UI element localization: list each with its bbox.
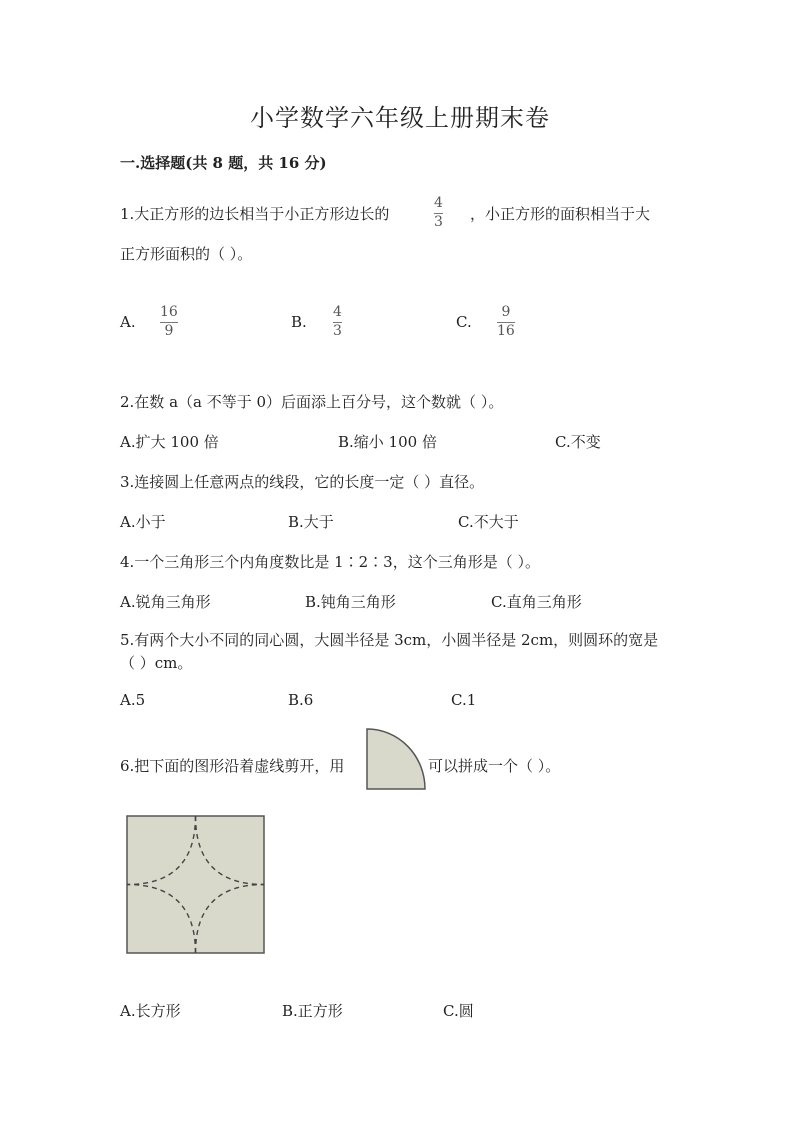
q1-option-a-num: 16 — [160, 304, 178, 320]
q1-fraction — [434, 196, 443, 230]
q3-option-c[interactable]: C.不大于 — [458, 513, 519, 531]
q3-option-a[interactable]: A.小于 — [120, 513, 166, 531]
page-title: 小学数学六年级上册期末卷 — [250, 104, 550, 132]
q1-option-a-den: 9 — [164, 323, 174, 339]
q1-option-b-letter[interactable]: B. — [291, 313, 307, 331]
q1-option-c-num: 9 — [501, 304, 511, 320]
q1-option-b-fraction[interactable] — [333, 305, 342, 339]
q5-line1: 5.有两个大小不同的同心圆，大圆半径是 3cm，小圆半径是 2cm，则圆环的宽是 — [120, 631, 659, 649]
q1-option-c-den: 16 — [497, 323, 515, 339]
q6-option-a[interactable]: A.长方形 — [120, 1002, 181, 1020]
q5-line2: （ ）cm。 — [120, 654, 193, 672]
q1-option-c-fraction[interactable] — [497, 305, 515, 339]
q2-option-b[interactable]: B.缩小 100 倍 — [338, 433, 437, 451]
q1-option-c-letter[interactable]: C. — [456, 313, 472, 331]
q3-option-b[interactable]: B.大于 — [288, 513, 334, 531]
q5-option-a[interactable]: A.5 — [120, 691, 146, 709]
q1-line2: 正方形面积的（ ）。 — [120, 245, 253, 263]
q1-option-b-den: 3 — [333, 323, 342, 339]
q2-option-a[interactable]: A.扩大 100 倍 — [120, 433, 219, 451]
q4-option-a[interactable]: A.锐角三角形 — [120, 593, 211, 611]
q4-option-c[interactable]: C.直角三角形 — [491, 593, 582, 611]
q6-text-pre: 6.把下面的图形沿着虚线剪开，用 — [120, 757, 345, 775]
q1-option-a-fraction[interactable] — [160, 305, 178, 339]
quarter-circle-shape — [367, 729, 425, 789]
q5-option-b[interactable]: B.6 — [288, 691, 314, 709]
q3-text: 3.连接圆上任意两点的线段，它的长度一定（ ）直径。 — [120, 473, 485, 491]
q1-line1-post: ，小正方形的面积相当于大 — [470, 205, 651, 223]
q2-text: 2.在数 a（a 不等于 0）后面添上百分号，这个数就（ ）。 — [120, 393, 504, 411]
q1-option-a-letter[interactable]: A. — [120, 313, 136, 331]
q2-option-c[interactable]: C.不变 — [555, 433, 601, 451]
square-cut-figure — [126, 815, 266, 955]
q6-option-b[interactable]: B.正方形 — [282, 1002, 343, 1020]
q1-fraction-num: 4 — [434, 195, 443, 211]
quarter-circle-piece-figure — [366, 728, 426, 790]
q6-option-c[interactable]: C.圆 — [443, 1002, 474, 1020]
section-heading: 一.选择题(共 8 题，共 16 分) — [120, 154, 327, 172]
q1-line1-pre: 1.大正方形的边长相当于小正方形边长的 — [120, 205, 390, 223]
q1-option-b-num: 4 — [333, 304, 342, 320]
q4-option-b[interactable]: B.钝角三角形 — [305, 593, 396, 611]
q1-fraction-den: 3 — [434, 214, 443, 230]
q5-option-c[interactable]: C.1 — [451, 691, 477, 709]
q4-text: 4.一个三角形三个内角度数比是 1∶2∶3，这个三角形是（ ）。 — [120, 553, 540, 571]
square-shape — [127, 816, 264, 953]
q6-text-post: 可以拼成一个（ ）。 — [428, 757, 561, 775]
